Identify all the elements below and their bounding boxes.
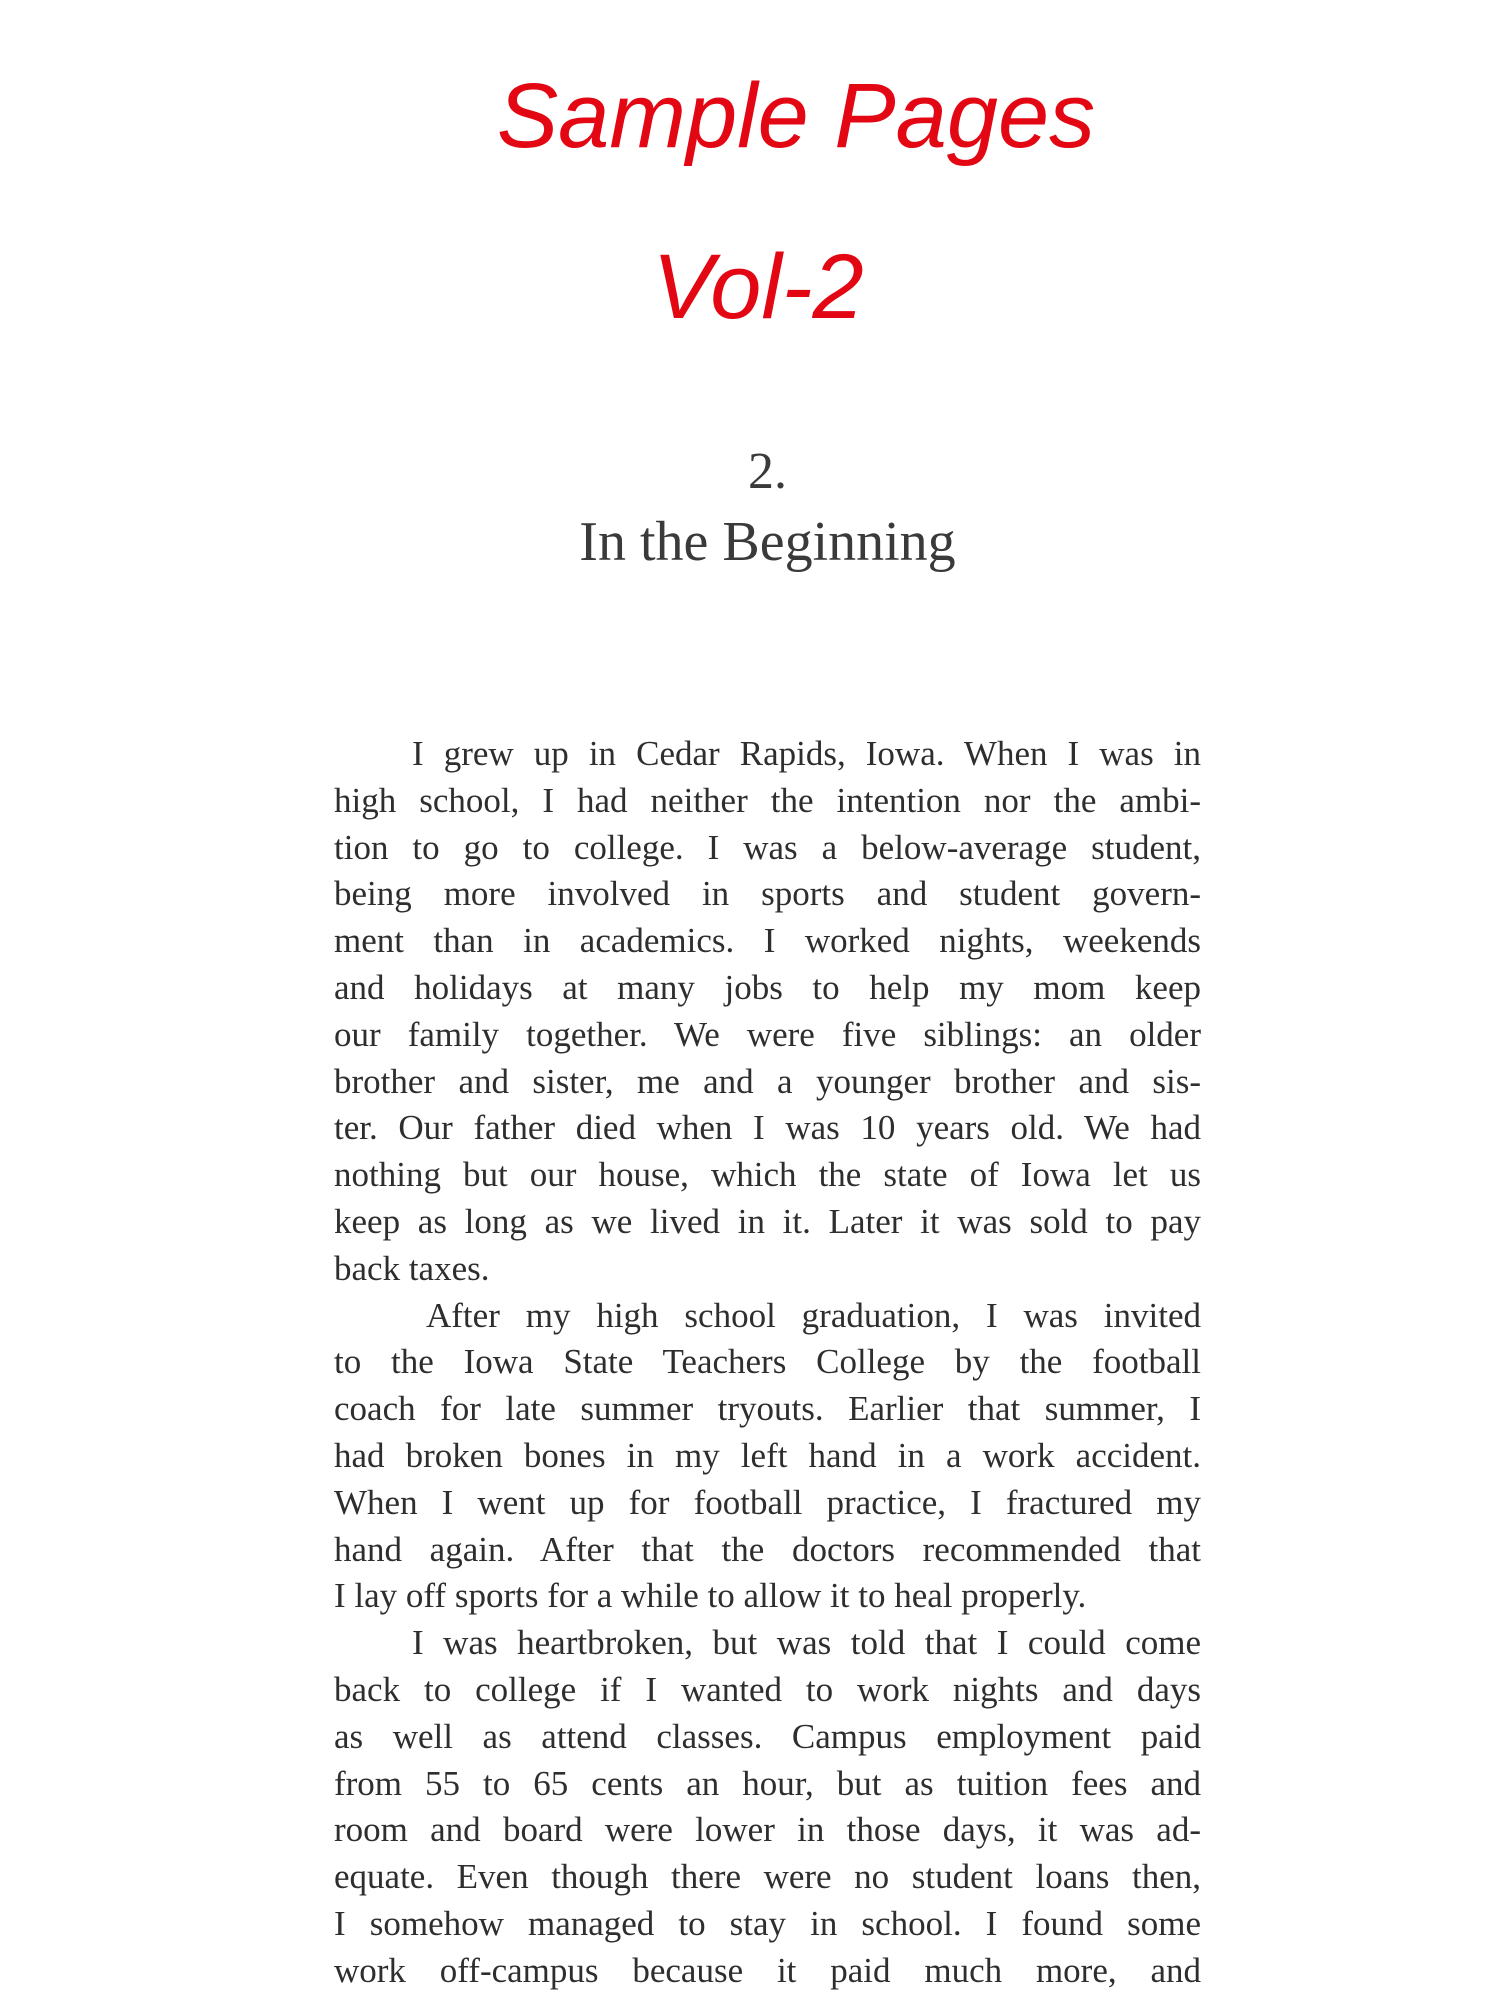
text-line: brother and sister, me and a younger brother and sis- — [334, 1061, 1201, 1101]
text-line: as well as attend classes. Campus employment paid — [334, 1716, 1201, 1756]
text-line: I was heartbroken, but was told that I could come — [412, 1623, 1201, 1663]
text-line: tion to go to college. I was a below-average student, — [334, 827, 1201, 867]
text-line: work off-campus because it paid much more, and — [334, 1950, 1201, 1990]
text-line: back taxes. — [334, 1248, 490, 1288]
text-line: hand again. After that the doctors recommended that — [334, 1529, 1201, 1569]
paragraph — [334, 731, 1201, 1293]
text-line: nothing but our house, which the state of Iowa let us — [334, 1155, 1201, 1195]
volume-label: Vol-2 — [652, 236, 864, 338]
text-line: had broken bones in my left hand in a work accident. — [334, 1435, 1201, 1475]
text-line: keep as long as we lived in it. Later it was sold to pay — [334, 1201, 1201, 1241]
text-line: ment than in academics. I worked nights, weekends — [334, 921, 1201, 961]
text-line: to the Iowa State Teachers College by the football — [334, 1342, 1201, 1382]
chapter-title: In the Beginning — [579, 511, 956, 573]
text-line: being more involved in sports and student govern- — [334, 874, 1201, 914]
text-line: I grew up in Cedar Rapids, Iowa. When I was in — [412, 734, 1201, 773]
text-line: our family together. We were five siblings: an older — [334, 1014, 1201, 1054]
text-line: After my high school graduation, I was invited — [426, 1295, 1201, 1335]
text-line: I somehow managed to stay in school. I found some — [334, 1903, 1201, 1943]
text-line: ter. Our father died when I was 10 years old. We had — [334, 1108, 1201, 1148]
paragraph — [334, 1620, 1201, 1994]
chapter-number: 2. — [748, 443, 787, 500]
paragraph — [334, 1293, 1201, 1621]
text-line: from 55 to 65 cents an hour, but as tuition fees and — [334, 1763, 1201, 1803]
text-line: high school, I had neither the intention nor the ambi- — [334, 780, 1201, 820]
text-line: I lay off sports for a while to allow it to heal properly. — [334, 1576, 1087, 1616]
text-line: room and board were lower in those days, it was ad- — [334, 1810, 1201, 1850]
text-line: and holidays at many jobs to help my mom keep — [334, 967, 1201, 1007]
text-line: When I went up for football practice, I fractured my — [334, 1482, 1201, 1522]
sample-pages-label: Sample Pages — [496, 65, 1096, 167]
text-line: back to college if I wanted to work nights and days — [334, 1669, 1201, 1709]
chapter-body — [334, 731, 1201, 1995]
text-line: coach for late summer tryouts. Earlier that summer, I — [334, 1389, 1201, 1429]
text-line: equate. Even though there were no student loans then, — [334, 1857, 1201, 1897]
